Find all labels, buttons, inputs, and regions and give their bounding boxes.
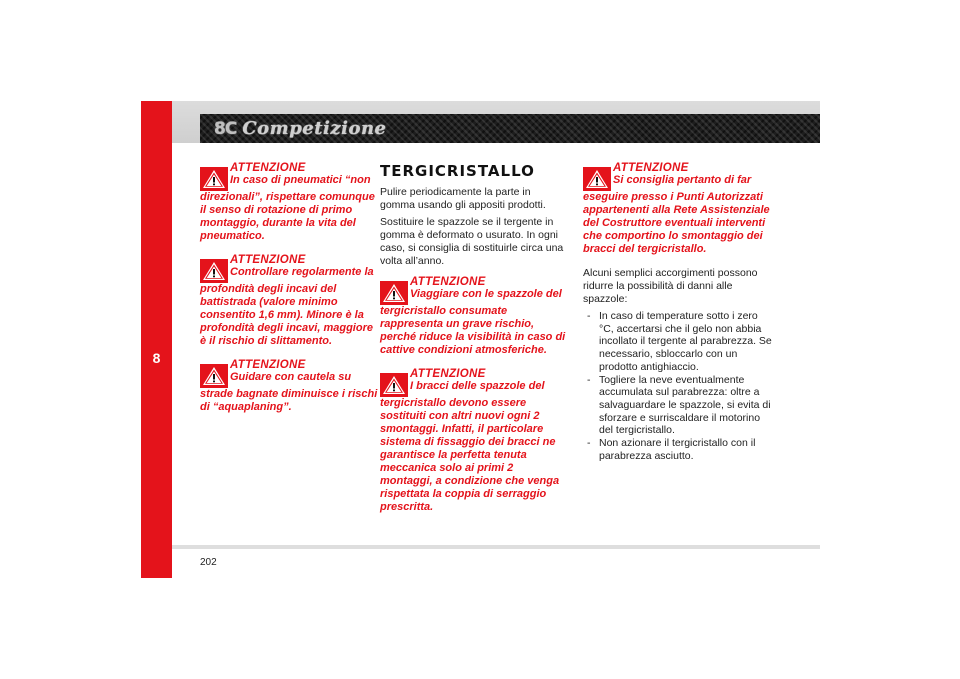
warning-title: ATTENZIONE <box>410 368 486 380</box>
warning-triangle-icon <box>380 373 408 397</box>
list-item-text: Togliere la neve eventualmente accumulata sul parabrezza: oltre a salvaguardare le spazzole, si evita di sforzare e surriscaldare il motorino del tergicristallo. <box>599 373 771 437</box>
warning-lead: Viaggiare con le spazzole del <box>410 288 562 300</box>
list-item <box>583 310 773 374</box>
warning-block <box>583 162 773 256</box>
warning-text: tergicristallo consumate rappresenta un grave rischio, perché riduce la visibilità in caso di cattive condizioni atmosferiche. <box>380 305 566 356</box>
list-dash: - <box>587 373 591 386</box>
warning-text: profondità degli incavi del battistrada (valore minimo consentito 1,6 mm). Minore è la profondità degli incavi, maggiore è il rischio di slittamento. <box>200 283 373 347</box>
warning-title: ATTENZIONE <box>230 162 306 174</box>
section-title: TERGICRISTALLO <box>380 162 535 180</box>
warning-lead: Guidare con cautela su <box>230 371 352 383</box>
warning-text: strade bagnate diminuisce i rischi di “aquaplaning”. <box>200 388 378 413</box>
warning-block <box>380 276 568 357</box>
warning-triangle-icon <box>200 259 228 283</box>
warning-text: tergicristallo devono essere sostituiti con altri nuovi ogni 2 smontaggi. Infatti, il particolare sistema di fissaggio dei bracci ne garantisce la perfetta tenuta meccanica solo ai primi 2 montaggi, a condizione che venga rispettata la coppia di serraggio prescritta. <box>380 397 560 513</box>
warning-block <box>200 254 378 348</box>
list-item-text: Non azionare il tergicristallo con il parabrezza asciutto. <box>599 437 756 462</box>
logo-8c: 8C <box>214 118 237 139</box>
body-paragraph: Pulire periodicamente la parte in gomma usando gli appositi prodotti. <box>380 186 546 211</box>
brand-logo <box>214 116 387 141</box>
warning-block <box>380 368 568 514</box>
column-3 <box>583 162 773 462</box>
warning-block <box>200 162 378 243</box>
footer-divider <box>172 545 820 549</box>
body-paragraph: Sostituire le spazzole se il tergente in gomma è deformato o usurato. In ogni caso, si consiglia di sostituirle circa una volta all’anno. <box>380 216 564 267</box>
list-dash: - <box>587 310 591 322</box>
logo-competizione: Competizione <box>242 118 387 139</box>
warning-triangle-icon <box>200 167 228 191</box>
warning-triangle-icon <box>380 281 408 305</box>
warning-triangle-icon <box>200 364 228 388</box>
page-number: 202 <box>200 557 217 568</box>
warning-title: ATTENZIONE <box>230 254 306 266</box>
warning-triangle-icon <box>583 167 611 191</box>
list-item <box>583 374 773 438</box>
column-1 <box>200 162 378 425</box>
warning-title: ATTENZIONE <box>410 276 486 288</box>
warning-text: eseguire presso i Punti Autorizzati appartenenti alla Rete Assistenziale del Costruttore eventuali interventi che comportino lo smontaggio dei bracci del tergicristallo. <box>583 191 770 255</box>
warning-lead: Si consiglia pertanto di far <box>613 174 752 186</box>
warning-title: ATTENZIONE <box>230 359 306 371</box>
tips-list <box>583 310 773 462</box>
list-item <box>583 437 773 462</box>
column-2 <box>380 162 568 525</box>
chapter-number: 8 <box>152 350 161 366</box>
warning-lead: Controllare regolarmente la <box>230 266 374 278</box>
body-paragraph: Alcuni semplici accorgimenti possono ridurre la possibilità di danni alle spazzole: <box>583 267 758 305</box>
warning-lead: I bracci delle spazzole del <box>410 380 545 392</box>
list-dash: - <box>587 437 591 450</box>
warning-text: direzionali”, rispettare comunque il senso di rotazione di primo montaggio, durante la vita del pneumatico. <box>200 191 375 242</box>
warning-lead: In caso di pneumatici “non <box>230 174 371 186</box>
warning-title: ATTENZIONE <box>613 162 689 174</box>
chapter-sidebar <box>141 101 172 578</box>
header-logo-bar <box>200 114 820 143</box>
warning-block <box>200 359 378 414</box>
list-item-text: In caso di temperature sotto i zero °C, accertarsi che il gelo non abbia incollato il tergente al parabrezza. Se necessario, sbloccarlo con un prodotto antighiaccio. <box>599 310 772 373</box>
